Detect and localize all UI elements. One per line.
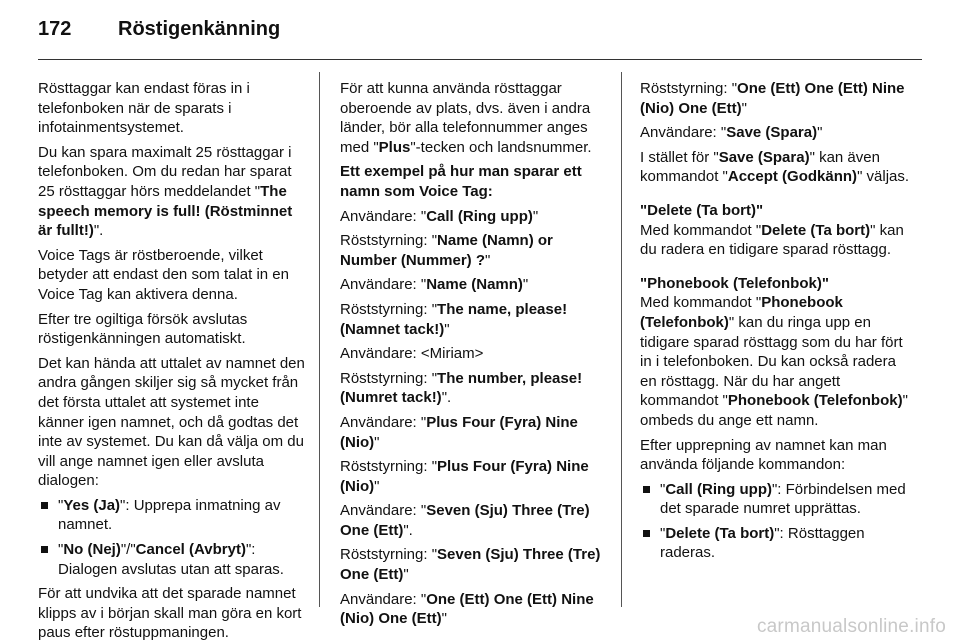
page-number: 172 [38, 18, 72, 40]
dialog-line: Användare: <Miriam> [340, 345, 484, 363]
paragraph: Det kan hända att uttalet av namnet den andra gången skiljer sig så mycket från det första uttalet att systemet inte känner igen namnet, och då godtas det inte av systemet. Du kan då välja om du vill ange namnet igen eller avsluta dialogen: [38, 354, 305, 490]
column-divider-2 [621, 72, 622, 607]
dialog-line: Användare: "Name (Namn)" [340, 276, 529, 294]
bullet-icon [643, 486, 650, 493]
paragraph: Med kommandot "Delete (Ta bort)" kan du radera en tidigare sparad rösttagg. [640, 221, 904, 259]
page-header [38, 18, 280, 41]
dialog-line: Användare: "Save (Spara)" [640, 124, 823, 142]
paragraph: För att undvika att det sparade namnet klipps av i början skall man göra en kort paus efter röstuppmaningen. [38, 585, 302, 642]
paragraph: Voice Tags är röstberoende, vilket betyder att endast den som talat in en Voice Tag kan aktivera denna. [38, 246, 289, 303]
paragraph: Efter tre ogiltiga försök avslutas röstigenkänningen automatiskt. [38, 310, 248, 348]
list-item: "Delete (Ta bort)": Rösttaggen raderas. [640, 524, 910, 563]
bullet-icon [41, 502, 48, 509]
paragraph: I stället för "Save (Spara)" kan även kommandot "Accept (Godkänn)" väljas. [640, 148, 910, 186]
bullet-icon [643, 530, 650, 537]
list-item: "Yes (Ja)": Upprepa inmatning av namnet. [38, 496, 308, 535]
dialog-line: Användare: "Plus Four (Fyra) Nine (Nio)" [340, 413, 578, 451]
dialog-line: Användare: "One (Ett) One (Ett) Nine (Nio) One (Ett)" [340, 590, 594, 628]
dialog-line: Röststyrning: "Seven (Sju) Three (Tre) One (Ett)" [340, 546, 601, 584]
paragraph: Med kommandot "Phonebook (Telefonbok)" kan du ringa upp en tidigare sparad rösttagg som du har fört in i telefonboken. Du kan också radera en rösttagg. När du har angett kommandot "Phonebook (Telefonbok)" ombeds du ange ett namn. [640, 294, 908, 429]
bullet-icon [41, 546, 48, 553]
paragraph: Rösttaggar kan endast föras in i telefonboken när de sparats i infotainmentsystemet. [38, 80, 250, 137]
paragraph: För att kunna använda rösttaggar oberoende av plats, dvs. även i andra länder, bör alla telefonnummer anges med "Plus"-tecken och landsnummer. [340, 80, 592, 156]
paragraph: Efter upprepning av namnet kan man använda följande kommandon: [640, 436, 887, 474]
chapter-title: Röstigenkänning [118, 18, 281, 40]
watermark: carmanualsonline.info [756, 616, 946, 637]
list-item: "No (Nej)"/"Cancel (Avbryt)": Dialogen avslutas utan att sparas. [38, 540, 308, 579]
option-list [38, 496, 308, 579]
list-item: "Call (Ring upp)": Förbindelsen med det sparade numret upprättas. [640, 480, 910, 519]
column-2 [340, 79, 608, 634]
dialog-line: Användare: "Seven (Sju) Three (Tre) One (Ett)". [340, 502, 590, 539]
header-rule [38, 59, 922, 60]
dialog-line: Röststyrning: "The number, please! (Numret tack!)". [340, 369, 583, 407]
column-1 [38, 79, 308, 642]
paragraph: Du kan spara maximalt 25 rösttaggar i telefonboken. Om du redan har sparat 25 rösttaggar hörs meddelandet "The speech memory is full! (Röstminnet är fullt!)". [38, 143, 293, 240]
command-list [640, 480, 910, 563]
command-heading-phonebook: "Phonebook (Telefonbok)" [640, 274, 829, 292]
column-3 [640, 79, 910, 568]
section-heading: Ett exempel på hur man sparar ett namn som Voice Tag: [340, 163, 582, 200]
command-heading-delete: "Delete (Ta bort)" [640, 201, 764, 219]
dialog-line: Användare: "Call (Ring upp)" [340, 207, 539, 225]
column-divider-1 [319, 72, 320, 607]
dialog-line: Röststyrning: "Plus Four (Fyra) Nine (Nio)" [340, 458, 589, 495]
dialog-line: Röststyrning: "Name (Namn) or Number (Nummer) ?" [340, 232, 553, 269]
dialog-line: Röststyrning: "One (Ett) One (Ett) Nine (Nio) One (Ett)" [640, 80, 905, 117]
dialog-line: Röststyrning: "The name, please! (Namnet tack!)" [340, 300, 568, 338]
